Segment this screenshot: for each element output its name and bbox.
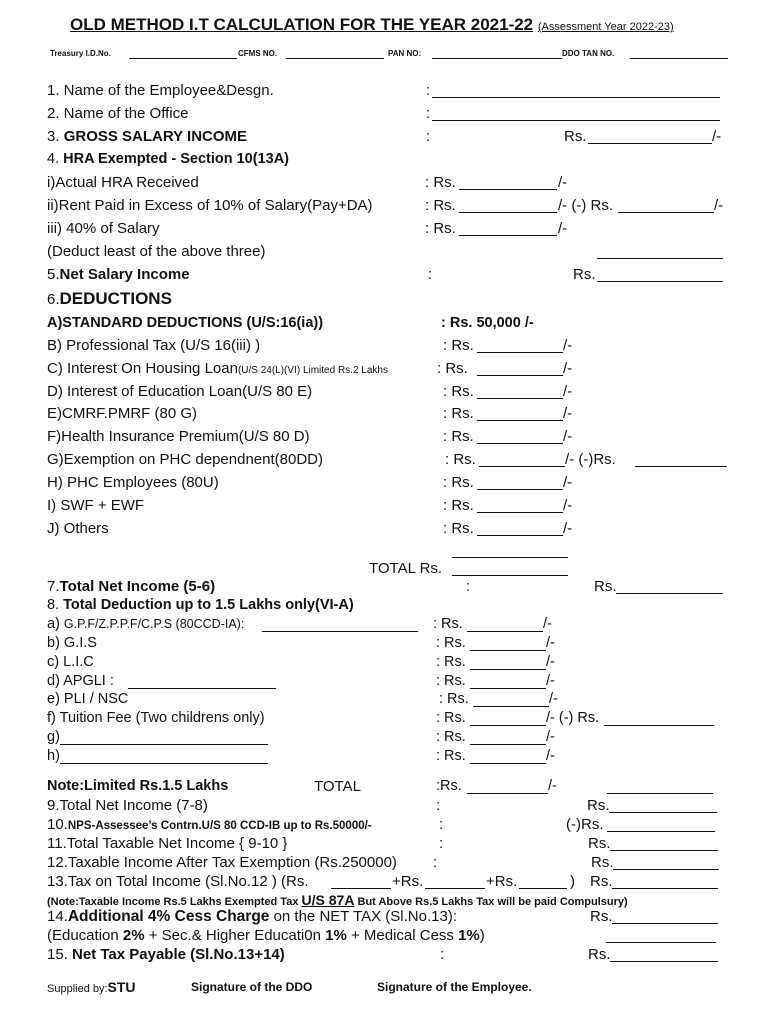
cess-education-pct: 2%: [122, 927, 145, 944]
sub-g: g): [47, 729, 60, 745]
cmrf-field[interactable]: [477, 420, 563, 421]
note-87a: [47, 893, 628, 908]
health-insurance-field[interactable]: [477, 443, 563, 444]
rs-label: Rs.: [573, 266, 596, 283]
deduction-i: I) SWF + EWF: [47, 497, 145, 514]
rs-colon: : Rs.: [443, 337, 474, 354]
apgli-field[interactable]: [470, 688, 546, 689]
rent-paid-minus-field[interactable]: [618, 212, 714, 213]
cess-text: ): [479, 927, 485, 944]
deduction-c: [47, 361, 388, 376]
deduction-c-note: (U/S 24(L)(VI) Limited Rs.2 Lakhs: [237, 365, 388, 376]
cess-text: + Sec.& Higher Educati0n: [144, 927, 326, 944]
minus-rs: /- (-) Rs.: [558, 197, 613, 214]
tax-total-field[interactable]: [612, 888, 718, 889]
colon: :: [466, 578, 471, 595]
deduction-a: A)STANDARD DEDUCTIONS (U/S:16(ia)): [47, 315, 324, 331]
rs-colon: : Rs.: [443, 405, 474, 422]
dash: /-: [546, 748, 555, 764]
deduction-b: B) Professional Tax (U/S 16(iii) ): [47, 337, 261, 354]
item-4b: ii)Rent Paid in Excess of 10% of Salary(Pay+DA): [47, 197, 373, 214]
gis-field[interactable]: [470, 650, 546, 651]
deductions-total-field[interactable]: [452, 575, 568, 576]
rs-colon: : Rs.: [437, 360, 468, 377]
plus-rs: +Rs.: [392, 873, 424, 890]
cess-text: (Education: [47, 927, 123, 944]
sub-f: f) Tuition Fee (Two childrens only): [47, 710, 265, 726]
phc-dependent-field[interactable]: [479, 466, 565, 467]
lic-field[interactable]: [470, 669, 546, 670]
rs-colon: : Rs.: [436, 635, 466, 651]
rs-colon: : Rs.: [443, 520, 474, 537]
minus-rs: (-)Rs.: [566, 816, 604, 833]
rs-colon: : Rs.: [436, 748, 466, 764]
gpf-field[interactable]: [467, 631, 543, 632]
via-total-allowed-field[interactable]: [607, 793, 713, 794]
deduction-j: J) Others: [47, 520, 109, 537]
dash: /-: [563, 383, 573, 400]
sub-d: d) APGLI :: [47, 673, 114, 689]
treasury-label: Treasury I.D.No.: [50, 49, 111, 58]
pan-field[interactable]: [432, 58, 562, 59]
tax-slab-1-field[interactable]: [331, 888, 391, 889]
colon: :: [439, 816, 444, 833]
item-8-label: Total Deduction up to 1.5 Lakhs only(VI-A): [63, 597, 354, 613]
note-87a-part1: (Note:Taxable Income Rs.5 Lakhs Exempted Tax: [47, 896, 302, 908]
dash: /-: [558, 220, 568, 237]
assessment-year: (Assessment Year 2022-23): [537, 21, 674, 33]
minus-rs: /- (-)Rs.: [565, 451, 616, 468]
supplier-name: STU: [107, 979, 136, 995]
supplied-label: Supplied by:: [47, 983, 108, 995]
note-limit: Note:Limited Rs.1.5 Lakhs: [47, 778, 229, 794]
dash: /-: [546, 654, 555, 670]
dash: /-: [563, 405, 573, 422]
plus-rs: +Rs.: [486, 873, 518, 890]
dash: /-: [563, 360, 573, 377]
item-4-label: HRA Exempted - Section 10(13A): [63, 151, 290, 167]
treasury-field[interactable]: [129, 58, 237, 59]
tuition-fee-field[interactable]: [470, 725, 546, 726]
item-12: 12.Taxable Income After Tax Exemption (Rs.250000): [47, 854, 397, 871]
ddo-signature: Signature of the DDO: [191, 980, 313, 994]
deduction-c-label: C) Interest On Housing Loan: [47, 360, 238, 377]
item-7: [47, 579, 215, 594]
item-14-label: Additional 4% Cess Charge: [67, 908, 270, 925]
deduction-f: F)Health Insurance Premium(U/S 80 D): [47, 428, 310, 445]
cess-field[interactable]: [612, 923, 718, 924]
cess-medical-pct: 1%: [458, 927, 480, 944]
rs-colon: : Rs.: [436, 673, 466, 689]
cfms-field[interactable]: [286, 58, 384, 59]
item-11: 11.Total Taxable Net Income { 9-10 }: [47, 835, 288, 852]
sub-h-field[interactable]: [470, 763, 546, 764]
dash: /-: [563, 497, 573, 514]
swf-ewf-field[interactable]: [477, 512, 563, 513]
apgli-name-field[interactable]: [128, 688, 276, 689]
rs-colon: : Rs.: [433, 616, 463, 632]
rs-colon: : Rs.: [436, 710, 466, 726]
net-salary-field[interactable]: [597, 281, 723, 282]
standard-deduction-value: : Rs. 50,000 /-: [441, 315, 534, 331]
rs-colon: : Rs.: [425, 197, 456, 214]
title-text: OLD METHOD I.T CALCULATION FOR THE YEAR 2021-22: [70, 15, 534, 34]
item-8: [47, 598, 354, 613]
item-14: [47, 909, 457, 925]
sub-a: [47, 617, 244, 632]
pan-label: PAN NO:: [388, 49, 422, 58]
gpf-name-field[interactable]: [262, 631, 418, 632]
nps-field[interactable]: [607, 831, 715, 832]
rs-colon: : Rs.: [436, 654, 466, 670]
dash: /-: [543, 616, 552, 632]
housing-loan-field[interactable]: [477, 375, 563, 376]
item-number: 15.: [47, 946, 73, 963]
item-15-label: Net Tax Payable (Sl.No.13+14): [72, 946, 285, 963]
item-14-rest: on the NET TAX (Sl.No.13):: [269, 908, 457, 925]
employee-signature: Signature of the Employee.: [377, 980, 532, 994]
sub-h-name-field[interactable]: [60, 763, 268, 764]
item-number: 7.: [47, 578, 60, 595]
dash: /-: [712, 128, 722, 145]
item-5-label: Net Salary Income: [59, 266, 190, 283]
minus-rs: /- (-) Rs.: [546, 710, 600, 726]
dash: /-: [558, 174, 568, 191]
total-rs-label: TOTAL Rs.: [369, 560, 443, 577]
item-3-label: GROSS SALARY INCOME: [63, 128, 248, 145]
item-4d: (Deduct least of the above three): [47, 243, 266, 260]
colon: :: [433, 854, 438, 871]
item-number: 8.: [47, 597, 64, 613]
item-4: [47, 152, 289, 167]
total-net-income-field[interactable]: [616, 593, 723, 594]
colon: :: [440, 946, 445, 963]
rs-label: Rs.: [588, 835, 611, 852]
tuition-fee-minus-field[interactable]: [604, 725, 714, 726]
item-number: 14.: [47, 908, 68, 925]
close-paren: ): [570, 873, 575, 890]
colon: :: [426, 128, 431, 145]
supplied-by: [47, 980, 136, 995]
sub-b: b) G.I.S: [47, 635, 97, 651]
via-total-field[interactable]: [467, 793, 548, 794]
total-label: TOTAL: [314, 778, 361, 795]
colon: :: [428, 266, 433, 283]
cess-text: + Medical Cess: [346, 927, 459, 944]
rs-colon: : Rs.: [443, 428, 474, 445]
item-2: 2. Name of the Office: [47, 105, 189, 122]
dash: /-: [563, 474, 573, 491]
others-field[interactable]: [477, 535, 563, 536]
phc-dependent-minus-field[interactable]: [635, 466, 727, 467]
item-number: 6.: [47, 291, 60, 308]
rs-colon: : Rs.: [443, 383, 474, 400]
dash: /-: [548, 778, 557, 794]
sub-g-name-field[interactable]: [60, 744, 268, 745]
rs-label: Rs.: [591, 854, 614, 871]
deduction-h: H) PHC Employees (80U): [47, 474, 219, 491]
item-number: 4.: [47, 151, 60, 167]
rs-colon: : Rs.: [436, 729, 466, 745]
cess-higher-edu-pct: 1%: [325, 927, 347, 944]
colon: :: [426, 105, 431, 122]
rs-label: Rs.: [588, 946, 611, 963]
item-6: [47, 290, 172, 307]
rs-label: Rs.: [594, 578, 617, 595]
rs-colon: : Rs.: [443, 474, 474, 491]
item-4a: i)Actual HRA Received: [47, 174, 199, 191]
ddo-tan-label: DDO TAN NO.: [562, 49, 615, 58]
item-7-label: Total Net Income (5-6): [59, 578, 216, 595]
sub-g-field[interactable]: [470, 744, 546, 745]
actual-hra-field[interactable]: [459, 189, 557, 190]
rs-colon: : Rs.: [425, 220, 456, 237]
deduction-e: E)CMRF.PMRF (80 G): [47, 405, 197, 422]
deductions-subtotal-line[interactable]: [452, 557, 568, 558]
sub-c: c) L.I.C: [47, 654, 94, 670]
rs-colon: : Rs.: [445, 451, 476, 468]
item-5: [47, 267, 190, 282]
item-3: [47, 129, 247, 144]
forty-percent-field[interactable]: [459, 235, 557, 236]
dash: /-: [546, 635, 555, 651]
dash: /-: [549, 691, 558, 707]
cess-breakup-field[interactable]: [606, 942, 716, 943]
sub-a-prefix: a): [47, 616, 64, 632]
rs-label: Rs.: [587, 797, 610, 814]
taxable-after-exemption-field[interactable]: [613, 869, 719, 870]
rs-label: Rs.: [564, 128, 587, 145]
ddo-tan-field[interactable]: [630, 58, 728, 59]
rs-colon: :Rs.: [436, 778, 462, 794]
dash: /-: [563, 520, 573, 537]
cfms-label: CFMS NO.: [238, 49, 278, 58]
item-15: [47, 947, 285, 962]
colon: :: [426, 82, 431, 99]
cess-breakup: [47, 928, 485, 943]
rs-colon: : Rs.: [425, 174, 456, 191]
item-13: 13.Tax on Total Income (Sl.No.12 ) (Rs.: [47, 873, 309, 890]
net-income-9-field[interactable]: [609, 812, 717, 813]
sub-e: e) PLI / NSC: [47, 691, 129, 707]
item-10-label: NPS-Assessee’s Contrn.U/S 80 CCD-IB up to Rs.50000/-: [67, 820, 372, 832]
office-name-field[interactable]: [432, 120, 720, 121]
hra-exempt-field[interactable]: [597, 258, 723, 259]
dash: /-: [563, 337, 573, 354]
form-title: [70, 16, 674, 33]
colon: :: [439, 835, 444, 852]
sub-a-label: G.P.F/Z.P.P.F/C.P.S (80CCD-IA):: [63, 617, 245, 631]
rs-label: Rs.: [590, 873, 613, 890]
rs-colon: : Rs.: [439, 691, 469, 707]
phc-employees-field[interactable]: [477, 489, 563, 490]
item-4c: iii) 40% of Salary: [47, 220, 160, 237]
sub-h: h): [47, 748, 60, 764]
rs-colon: : Rs.: [443, 497, 474, 514]
rent-paid-field[interactable]: [459, 212, 557, 213]
item-10: [47, 817, 372, 833]
gross-salary-field[interactable]: [588, 143, 712, 144]
dash: /-: [563, 428, 573, 445]
item-number: 10.: [47, 816, 68, 833]
employee-name-field[interactable]: [432, 97, 720, 98]
colon: :: [436, 797, 441, 814]
deduction-g: G)Exemption on PHC dependnent(80DD): [47, 451, 323, 468]
item-number: 5.: [47, 266, 60, 283]
note-87a-part2: But Above Rs.5 Lakhs Tax will be paid Compulsury): [354, 896, 628, 908]
deduction-d: D) Interest of Education Loan(U/S 80 E): [47, 383, 313, 400]
rs-label: Rs.: [590, 908, 613, 925]
item-6-label: DEDUCTIONS: [59, 289, 172, 308]
note-87a-section: U/S 87A: [301, 892, 355, 908]
dash: /-: [546, 729, 555, 745]
professional-tax-field[interactable]: [477, 352, 563, 353]
tax-slab-2-field[interactable]: [425, 888, 485, 889]
education-loan-field[interactable]: [477, 398, 563, 399]
net-tax-payable-field[interactable]: [610, 961, 718, 962]
tax-slab-3-field[interactable]: [519, 888, 567, 889]
pli-nsc-field[interactable]: [473, 706, 549, 707]
taxable-income-field[interactable]: [610, 850, 718, 851]
item-1: 1. Name of the Employee&Desgn.: [47, 82, 274, 99]
dash: /-: [714, 197, 724, 214]
item-number: 3.: [47, 128, 60, 145]
item-9: 9.Total Net Income (7-8): [47, 797, 208, 814]
dash: /-: [546, 673, 555, 689]
